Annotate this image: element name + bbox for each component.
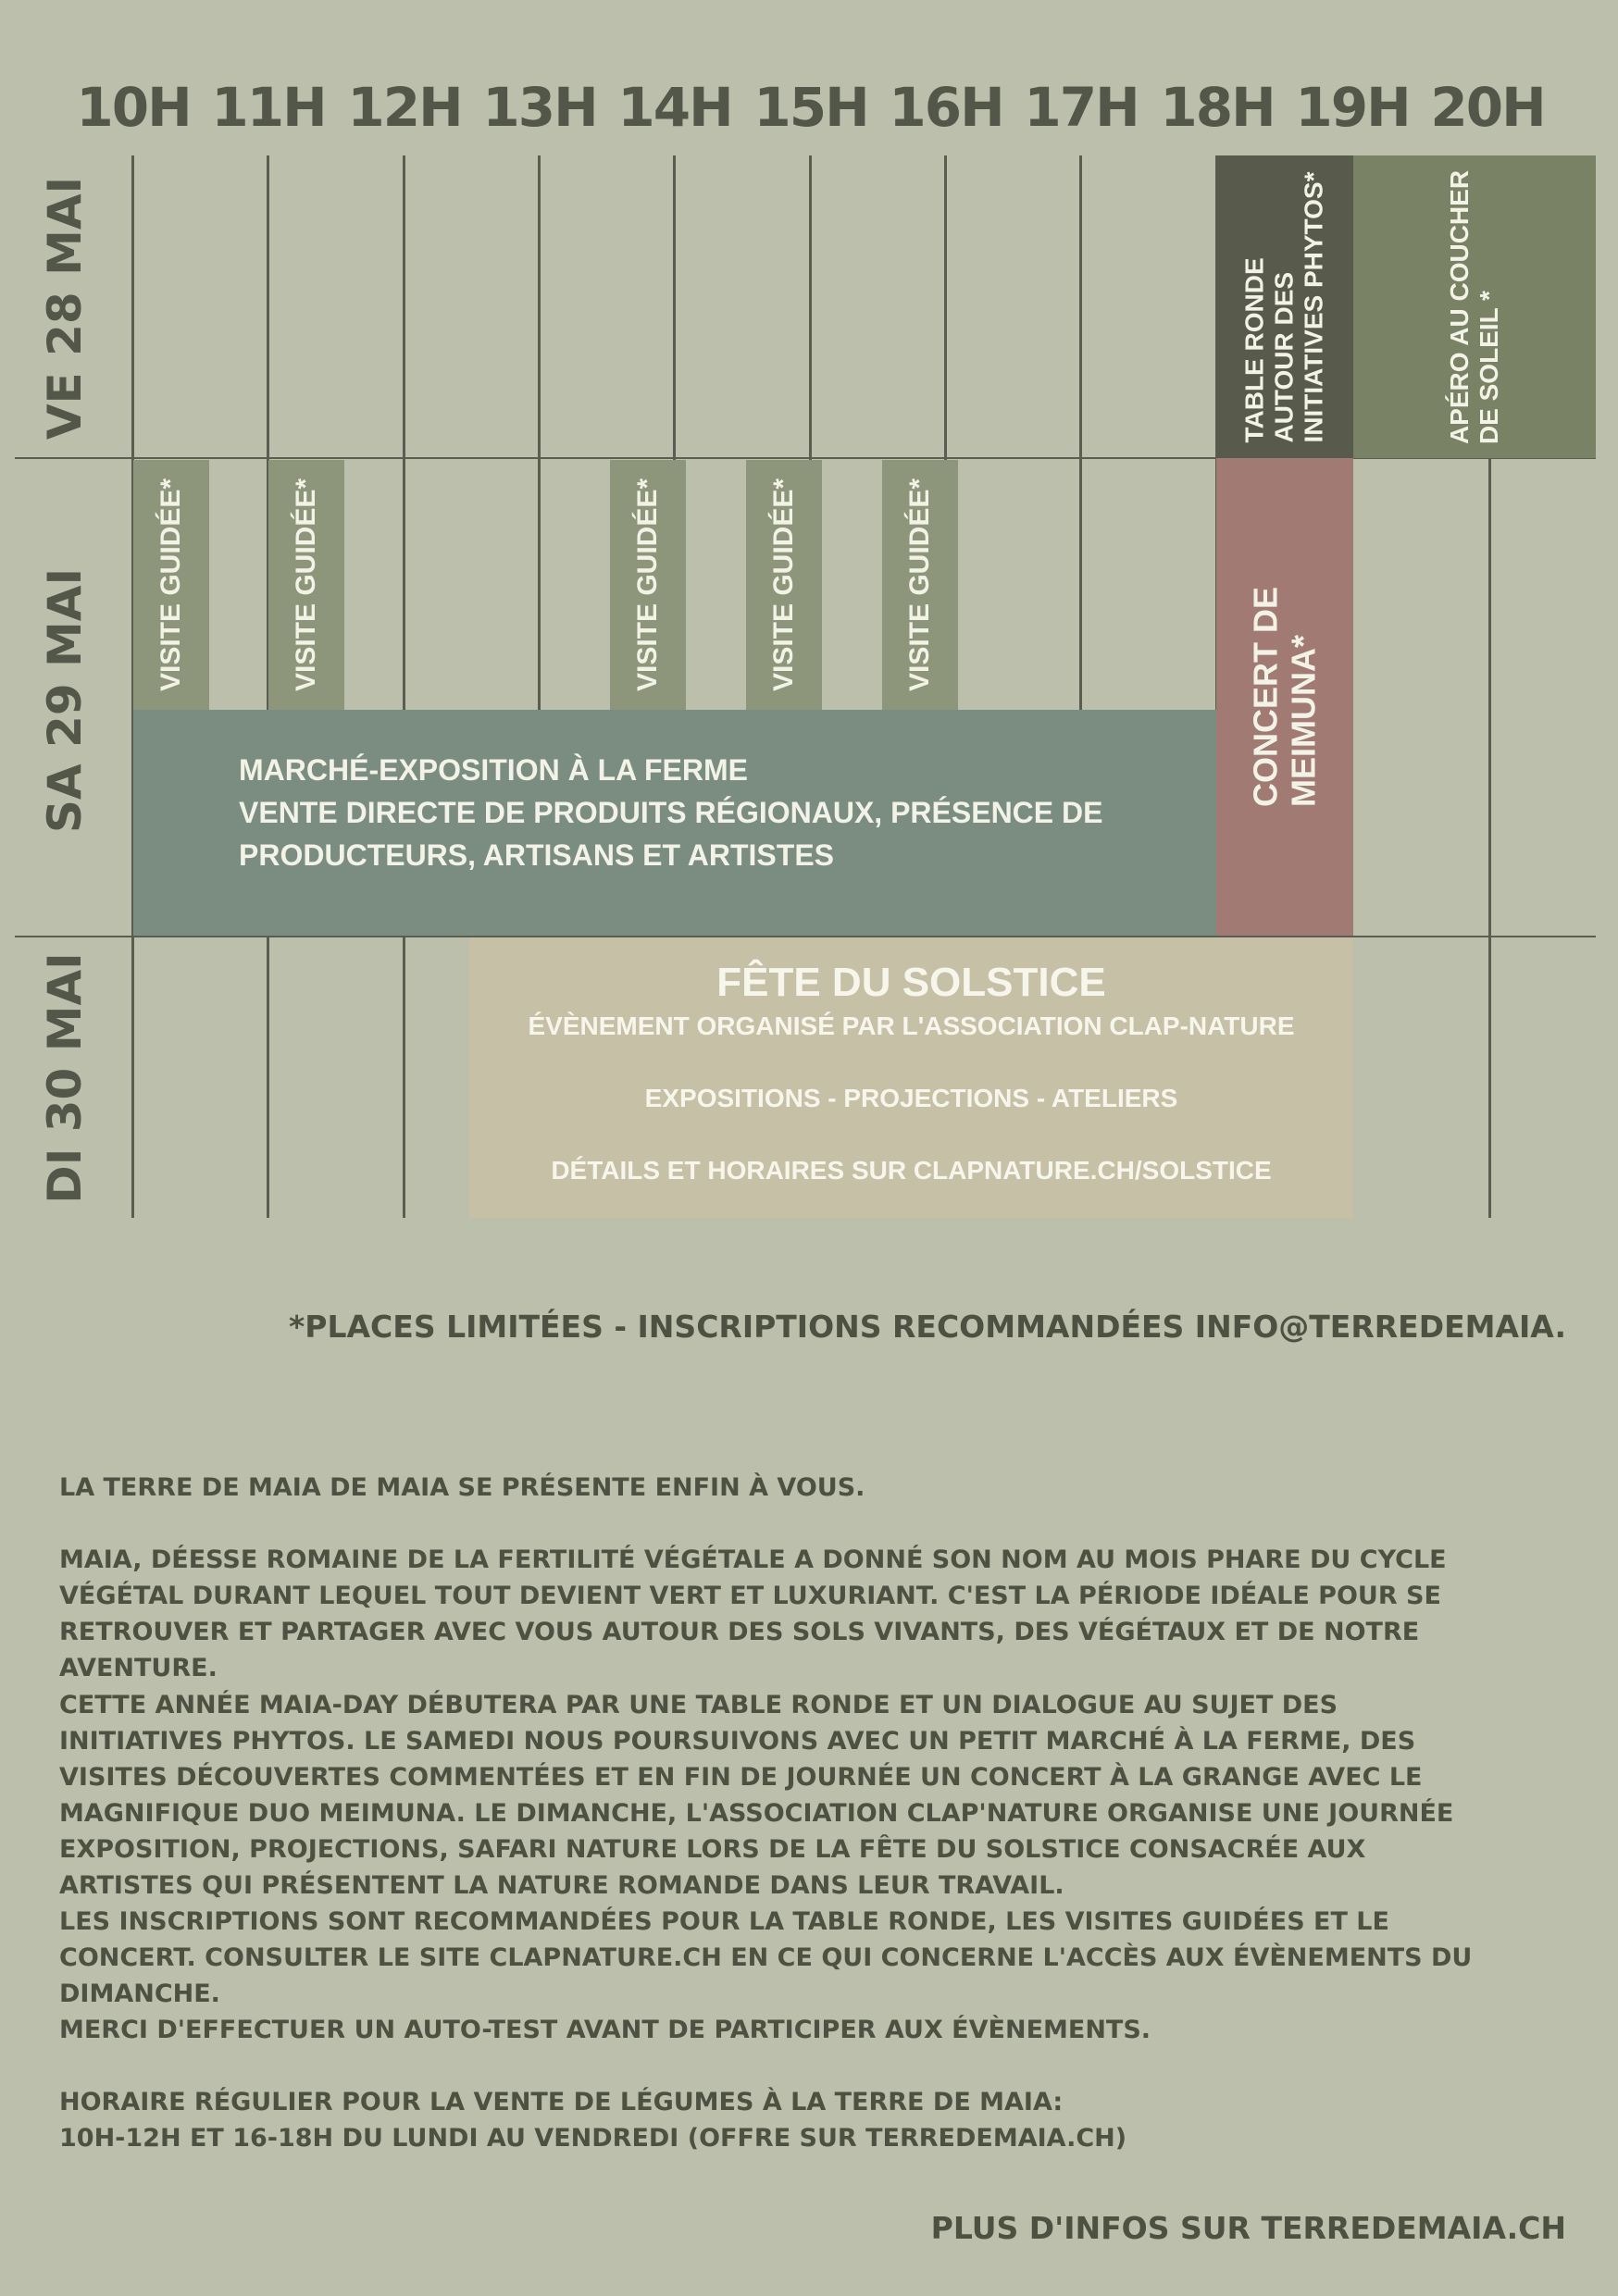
event-visite-guidee: [882, 460, 958, 710]
hour-label: 20H: [1430, 76, 1545, 139]
horaire-paragraph: [59, 2084, 1503, 2156]
event-marche-title: MARCHÉ-EXPOSITION À LA FERME: [239, 753, 748, 787]
event-fete-subtitle: ÉVÈNEMENT ORGANISÉ PAR L'ASSOCIATION CLAP-NATURE: [528, 1011, 1295, 1040]
event-visite-label: VISITE GUIDÉE*: [767, 478, 799, 692]
event-visite-label: VISITE GUIDÉE*: [290, 478, 321, 692]
event-fete-details: DÉTAILS ET HORAIRES SUR CLAPNATURE.CH/SOLSTICE: [551, 1156, 1272, 1185]
day-label-friday: VE 28 MAI: [38, 176, 92, 441]
hour-label: 18H: [1160, 76, 1275, 139]
footer-more-info: PLUS D'INFOS SUR TERREDEMAIA.CH: [930, 2210, 1566, 2246]
hour-label: 19H: [1295, 76, 1410, 139]
intro-paragraph: LA TERRE DE MAIA DE MAIA SE PRÉSENTE ENFIN À VOUS.: [59, 1473, 865, 1502]
horaire-line: HORAIRE RÉGULIER POUR LA VENTE DE LÉGUMES À LA TERRE DE MAIA:: [59, 2088, 1064, 2116]
program-paragraph: CETTE ANNÉE MAIA-DAY DÉBUTERA PAR UNE TABLE RONDE ET UN DIALOGUE AU SUJET DES INITIATIVES PHYTOS. LE SAMEDI NOUS POURSUIVONS AVEC UN PETIT MARCHÉ À LA FERME, DES VISITES DÉCOUVERTES COMMENTÉES ET EN FIN DE JOURNÉE UN CONCERT À LA GRANGE AVEC LE MAGNIFIQUE DUO MEIMUNA. LE DIMANCHE, L'ASSOCIATION CLAP'NATURE ORGANISE UNE JOURNÉE EXPOSITION, PROJECTIONS, SAFARI NATURE LORS DE LA FÊTE DU SOLSTICE CONSACRÉE AUX ARTISTES QUI PRÉSENTENT LA NATURE ROMANDE DANS LEUR TRAVAIL.: [59, 1691, 1454, 1900]
hour-label: 10H: [76, 76, 191, 139]
event-visite-guidee: [610, 460, 686, 710]
footnote-places-limitees: *PLACES LIMITÉES - INSCRIPTIONS RECOMMANDÉES INFO@TERREDEMAIA.: [289, 1309, 1566, 1345]
event-concert: [1216, 458, 1353, 936]
event-fete-solstice: [469, 937, 1353, 1218]
hour-label: 11H: [211, 76, 326, 139]
event-marche-line: PRODUCTEURS, ARTISANS ET ARTISTES: [239, 838, 834, 872]
day-label-saturday: SA 29 MAI: [38, 567, 92, 834]
event-concert-label: CONCERT DE MEIMUNA*: [1246, 586, 1323, 808]
event-fete-title: FÊTE DU SOLSTICE: [716, 960, 1106, 1005]
day-label-sunday: DI 30 MAI: [38, 952, 92, 1204]
event-fete-activities: EXPOSITIONS - PROJECTIONS - ATELIERS: [644, 1084, 1178, 1112]
event-marche-text: [239, 749, 1102, 876]
hour-label: 14H: [617, 76, 732, 139]
grid-line: [403, 155, 405, 1218]
event-visite-guidee: [268, 460, 344, 710]
hour-label: 12H: [347, 76, 462, 139]
event-visite-label: VISITE GUIDÉE*: [155, 478, 186, 692]
hour-label: 13H: [482, 76, 597, 139]
event-visite-label: VISITE GUIDÉE*: [903, 478, 935, 692]
autotest-paragraph: MERCI D'EFFECTUER UN AUTO-TEST AVANT DE PARTICIPER AUX ÉVÈNEMENTS.: [59, 2016, 1151, 2044]
event-table-ronde-label: TABLE RONDE AUTOUR DES INITIATIVES PHYTOS*: [1239, 170, 1329, 443]
horaire-line: 10H-12H ET 16-18H DU LUNDI AU VENDREDI (OFFRE SUR TERREDEMAIA.CH): [59, 2124, 1127, 2153]
inscriptions-paragraph: LES INSCRIPTIONS SONT RECOMMANDÉES POUR LA TABLE RONDE, LES VISITES GUIDÉES ET LE CONCERT. CONSULTER LE SITE CLAPNATURE.CH EN CE QUI CONCERNE L'ACCÈS AUX ÉVÈNEMENTS DU DIMANCHE.: [59, 1907, 1473, 2008]
event-visite-label: VISITE GUIDÉE*: [631, 478, 663, 692]
hour-label: 16H: [889, 76, 1003, 139]
event-marche-exposition: [133, 710, 1216, 936]
maia-paragraph: MAIA, DÉESSE ROMAINE DE LA FERTILITÉ VÉGÉTALE A DONNÉ SON NOM AU MOIS PHARE DU CYCLE VÉGÉTAL DURANT LEQUEL TOUT DEVIENT VERT ET LUXURIANT. C'EST LA PÉRIODE IDÉALE POUR SE RETROUVER ET PARTAGER AVEC VOUS AUTOUR DES SOLS VIVANTS, DES VÉGÉTAUX ET DE NOTRE AVENTURE.: [59, 1545, 1447, 1682]
hour-label: 15H: [753, 76, 868, 139]
event-marche-line: VENTE DIRECTE DE PRODUITS RÉGIONAUX, PRÉSENCE DE: [239, 796, 1103, 829]
event-visite-guidee: [133, 460, 209, 710]
event-apero: [1353, 155, 1596, 458]
event-visite-guidee: [746, 460, 822, 710]
event-apero-label: APÉRO AU COUCHER DE SOLEIL *: [1444, 169, 1503, 444]
hour-label: 17H: [1024, 76, 1139, 139]
event-table-ronde: [1216, 155, 1353, 458]
